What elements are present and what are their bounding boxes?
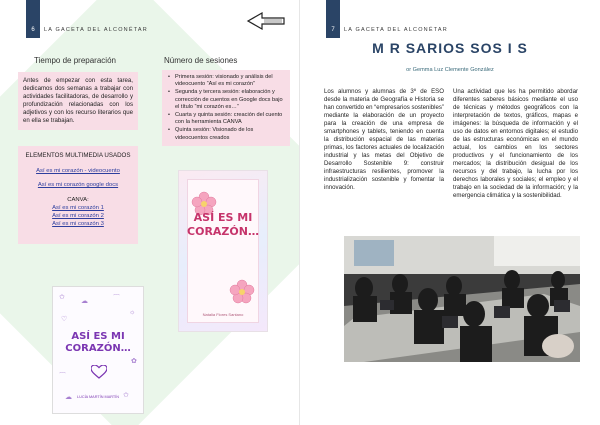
heart-icon	[91, 365, 107, 379]
page-header	[326, 24, 448, 36]
link-canva-1[interactable]: Así es mi corazón 1	[52, 205, 104, 211]
link-canva-2[interactable]: Así es mi corazón 2	[52, 213, 104, 219]
sessions-list	[168, 74, 286, 142]
cloud-doodle-icon: ☁	[65, 394, 72, 401]
article-column-1: Los alumnos y alumnas de 3º de ESO desde la materia de Geografía e Historia se han convertido en “empresarios sostenibles” mediante la elaboración de un proyecto para la creación de una empresa de smartphones y tablets, teniendo en cuenta la distribución espacial de las materias primas, los factores actuales de localización industrial y las metas del Objetivo de Desarrollo Sostenible 9: construir infraestructuras resilientes, promover la industrialización sostenible y fomentar la innovación.	[324, 88, 444, 192]
rainbow-doodle-icon: ⌒	[113, 295, 120, 302]
publication-title: LA GACETA DEL ALCONÉTAR	[344, 27, 448, 33]
link-canva-3[interactable]: Así es mi corazón 3	[52, 221, 104, 227]
page-header	[26, 24, 148, 36]
article-title: M R SARIOS SOS I S	[372, 40, 528, 56]
multimedia-box	[18, 146, 138, 244]
prep-text: Antes de empezar con esta tarea, dedicamos dos semanas a trabajar con actividades facilitadoras, de desarrollo y profundización relacionadas con los adjetivos y con los recurso literarios que en ella se trabajan.	[23, 77, 133, 124]
sessions-box	[162, 70, 290, 146]
session-item: • Quinta sesión: Visionado de los videocuentos creados	[168, 127, 286, 142]
classroom-photo	[344, 236, 580, 362]
heart-doodle-icon: ♡	[61, 316, 68, 323]
cloud-doodle-icon: ☁	[81, 298, 88, 305]
book-cover-1-author: Natalia Flores Santano	[202, 312, 244, 317]
page-number: 7	[326, 23, 340, 37]
session-item: • Primera sesión: visionado y análisis del videocuento “Así es mi corazón”	[168, 74, 286, 89]
sun-doodle-icon: ☼	[129, 309, 136, 316]
session-item: • Cuarta y quinta sesión: creación del cuento con la herramienta CANVA	[168, 112, 286, 127]
flower-icon	[229, 279, 255, 305]
book-cover-2-title: ASÍ ES MI CORAZÓN…	[65, 331, 131, 354]
back-arrow-icon[interactable]	[246, 12, 286, 30]
link-videocuento[interactable]: Así es mi corazón - videocuento	[36, 168, 120, 174]
flower-doodle-icon: ✿	[131, 358, 137, 365]
publication-title: LA GACETA DEL ALCONÉTAR	[44, 27, 148, 33]
book-cover-2	[52, 286, 144, 414]
rainbow-doodle-icon: ⌒	[59, 373, 66, 380]
star-doodle-icon: ✩	[59, 294, 65, 301]
prep-text-box	[18, 72, 138, 130]
page-number: 6	[26, 23, 40, 37]
book-cover-2-author: LUCÍA MARTÍN MARTÍN	[76, 395, 120, 399]
book-cover-1	[178, 170, 268, 332]
sessions-heading: Número de sesiones	[164, 56, 238, 65]
article-byline: or Gemma Luz Clemente González	[406, 67, 494, 73]
multimedia-title: ELEMENTOS MULTIMEDIA USADOS	[25, 152, 131, 159]
prep-heading: Tiempo de preparación	[34, 56, 116, 65]
canva-label: CANVA:	[67, 197, 89, 203]
right-page	[300, 0, 600, 425]
star-doodle-icon: ✩	[123, 392, 129, 399]
link-google-docs[interactable]: Así es mi corazón google docs	[37, 182, 119, 188]
session-item: • Segunda y tercera sesión: elaboración y corrección de cuentos en Google docs bajo el título “mi corazón es…”	[168, 89, 286, 111]
book-cover-1-title: ASÍ ES MI CORAZÓN…	[187, 211, 259, 238]
article-column-2: Una actividad que les ha permitido abordar diferentes saberes básicos mediante el uso de técnicas y métodos geográficos con la interpretación de textos, gráficos, mapas e imágenes: la búsqueda de información y el uso de datos en entornos digitales; el estudio de las estructuras económicas en el mundo actual, los cambios en los sectores productivos y el funcionamiento de los mercados; la distribución desigual de los recursos y del trabajo, la lucha por los derechos laborales y sociales; el empleo y el trabajo en la sociedad de la información; y la emergencia climática y la sostenibilidad.	[453, 88, 578, 200]
